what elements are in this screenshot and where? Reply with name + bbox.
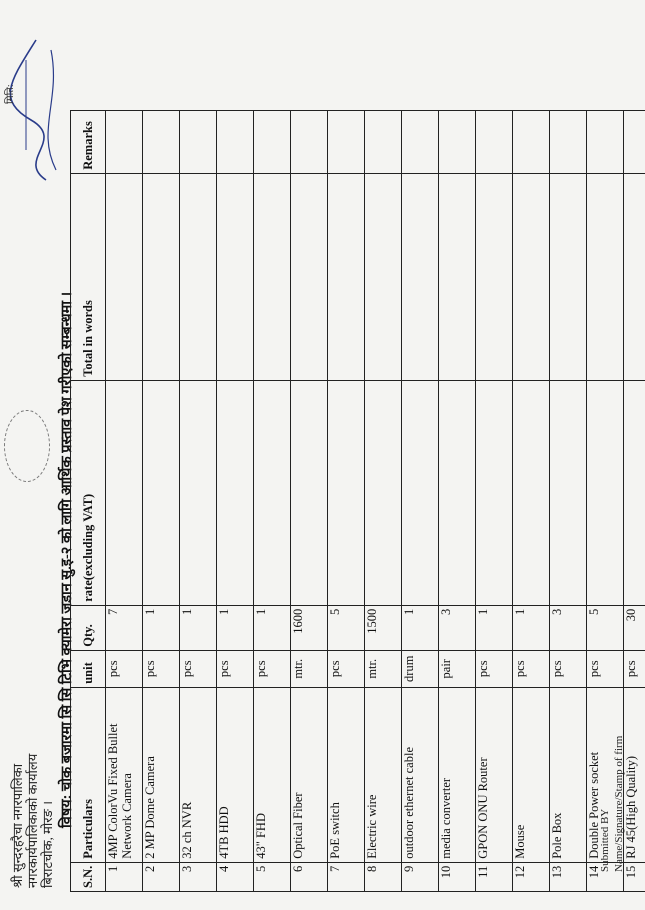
table-header-row bbox=[71, 110, 106, 891]
row-unit: pcs bbox=[143, 650, 180, 687]
column-header-unit: unit bbox=[71, 650, 106, 687]
column-header-total-words: Total in words bbox=[71, 173, 106, 380]
row-total-words bbox=[217, 173, 254, 380]
row-sn: 2 bbox=[143, 862, 180, 891]
row-particular: PoE switch bbox=[328, 687, 365, 862]
office-seal-stamp bbox=[4, 410, 50, 482]
row-remarks bbox=[365, 110, 402, 173]
row-remarks bbox=[587, 110, 624, 173]
table-row bbox=[217, 110, 254, 891]
row-total-words bbox=[476, 173, 513, 380]
row-unit: pcs bbox=[328, 650, 365, 687]
row-remarks bbox=[624, 110, 645, 173]
row-rate bbox=[587, 380, 624, 605]
price-proposal-table bbox=[70, 110, 645, 892]
row-total-words bbox=[106, 173, 143, 380]
letter-header bbox=[10, 754, 55, 888]
table-row bbox=[106, 110, 143, 891]
row-particular: Electric wire bbox=[365, 687, 402, 862]
row-particular: Pole Box bbox=[550, 687, 587, 862]
row-sn: 4 bbox=[217, 862, 254, 891]
row-particular: 4MP ColorVu Fixed Bullet Network Camera bbox=[106, 687, 143, 862]
row-sn: 12 bbox=[513, 862, 550, 891]
row-sn: 5 bbox=[254, 862, 291, 891]
row-qty: 5 bbox=[587, 605, 624, 650]
table-row bbox=[624, 110, 645, 891]
column-header-qty: Qty. bbox=[71, 605, 106, 650]
row-qty: 1 bbox=[476, 605, 513, 650]
table-row bbox=[365, 110, 402, 891]
row-unit: pcs bbox=[180, 650, 217, 687]
row-remarks bbox=[439, 110, 476, 173]
row-qty: 1600 bbox=[291, 605, 328, 650]
row-remarks bbox=[217, 110, 254, 173]
table-row bbox=[476, 110, 513, 891]
row-rate bbox=[402, 380, 439, 605]
table-row bbox=[439, 110, 476, 891]
row-total-words bbox=[402, 173, 439, 380]
row-remarks bbox=[402, 110, 439, 173]
row-qty: 7 bbox=[106, 605, 143, 650]
row-unit: pcs bbox=[513, 650, 550, 687]
row-remarks bbox=[180, 110, 217, 173]
row-sn: 9 bbox=[402, 862, 439, 891]
row-total-words bbox=[365, 173, 402, 380]
row-rate bbox=[217, 380, 254, 605]
row-particular: media converter bbox=[439, 687, 476, 862]
handwritten-signature bbox=[6, 30, 68, 190]
header-line-2: नगरकार्यपालिकाको कार्यालय bbox=[25, 753, 40, 888]
row-sn: 14 bbox=[587, 862, 624, 891]
table-row bbox=[180, 110, 217, 891]
row-sn: 13 bbox=[550, 862, 587, 891]
row-total-words bbox=[180, 173, 217, 380]
row-rate bbox=[180, 380, 217, 605]
row-unit: mtr. bbox=[291, 650, 328, 687]
column-header-sn: S.N. bbox=[71, 862, 106, 891]
row-rate bbox=[143, 380, 180, 605]
row-particular: Optical Fiber bbox=[291, 687, 328, 862]
row-remarks bbox=[143, 110, 180, 173]
row-unit: mtr. bbox=[365, 650, 402, 687]
row-rate bbox=[439, 380, 476, 605]
row-unit: pcs bbox=[217, 650, 254, 687]
row-rate bbox=[513, 380, 550, 605]
row-qty: 1500 bbox=[365, 605, 402, 650]
row-total-words bbox=[328, 173, 365, 380]
column-header-particulars: Particulars bbox=[71, 687, 106, 862]
signature-scribble-icon bbox=[6, 30, 68, 190]
row-total-words bbox=[587, 173, 624, 380]
row-qty: 3 bbox=[550, 605, 587, 650]
row-qty: 3 bbox=[439, 605, 476, 650]
table-row bbox=[513, 110, 550, 891]
row-total-words bbox=[550, 173, 587, 380]
row-remarks bbox=[254, 110, 291, 173]
row-particular: 4TB HDD bbox=[217, 687, 254, 862]
row-total-words bbox=[439, 173, 476, 380]
row-remarks bbox=[476, 110, 513, 173]
row-sn: 10 bbox=[439, 862, 476, 891]
row-sn: 1 bbox=[106, 862, 143, 891]
row-unit: pair bbox=[439, 650, 476, 687]
table-row bbox=[254, 110, 291, 891]
row-unit: pcs bbox=[587, 650, 624, 687]
row-sn: 7 bbox=[328, 862, 365, 891]
row-total-words bbox=[291, 173, 328, 380]
row-rate bbox=[328, 380, 365, 605]
row-unit: pcs bbox=[254, 650, 291, 687]
row-particular: GPON ONU Router bbox=[476, 687, 513, 862]
row-unit: pcs bbox=[106, 650, 143, 687]
submitted-by-label: Submitted BY bbox=[599, 808, 611, 872]
row-total-words bbox=[254, 173, 291, 380]
row-particular: 43" FHD bbox=[254, 687, 291, 862]
header-line-1: श्री सुन्दरहरैचा नगरपालिका bbox=[10, 763, 25, 888]
row-rate bbox=[365, 380, 402, 605]
row-qty: 1 bbox=[513, 605, 550, 650]
table-row bbox=[143, 110, 180, 891]
table-row bbox=[291, 110, 328, 891]
row-sn: 6 bbox=[291, 862, 328, 891]
subject-line: विषय: चोक बजारमा सि सि टिभि क्यामेरा जडान सु.इ-२ को लागि आर्थिक प्रस्ताव पेश गरीएको सम्बन्धमा । bbox=[59, 291, 75, 828]
table-row bbox=[328, 110, 365, 891]
row-sn: 11 bbox=[476, 862, 513, 891]
row-rate bbox=[550, 380, 587, 605]
row-particular: Double Power socket bbox=[587, 687, 624, 862]
row-remarks bbox=[106, 110, 143, 173]
row-particular: outdoor ethernet cable bbox=[402, 687, 439, 862]
row-qty: 1 bbox=[217, 605, 254, 650]
row-particular: RJ 45(High Quality) bbox=[624, 687, 645, 862]
row-total-words bbox=[143, 173, 180, 380]
column-header-rate: rate(excluding VAT) bbox=[71, 380, 106, 605]
row-unit: drum bbox=[402, 650, 439, 687]
submission-footer bbox=[598, 736, 626, 872]
row-sn: 8 bbox=[365, 862, 402, 891]
row-qty: 30 bbox=[624, 605, 645, 650]
table-row bbox=[550, 110, 587, 891]
row-rate bbox=[476, 380, 513, 605]
row-qty: 1 bbox=[254, 605, 291, 650]
table-row bbox=[402, 110, 439, 891]
row-total-words bbox=[624, 173, 645, 380]
header-line-3: बिराटचोक, मोरङ । bbox=[40, 800, 55, 888]
row-particular: Mouse bbox=[513, 687, 550, 862]
row-rate bbox=[624, 380, 645, 605]
row-remarks bbox=[513, 110, 550, 173]
row-qty: 1 bbox=[180, 605, 217, 650]
row-remarks bbox=[328, 110, 365, 173]
name-signature-stamp-label: Name/Signature/Stamp of firm bbox=[613, 735, 625, 872]
row-unit: pcs bbox=[550, 650, 587, 687]
signature-date-label: मिति: bbox=[5, 84, 16, 104]
row-rate bbox=[254, 380, 291, 605]
row-remarks bbox=[291, 110, 328, 173]
row-qty: 1 bbox=[402, 605, 439, 650]
row-remarks bbox=[550, 110, 587, 173]
row-rate bbox=[291, 380, 328, 605]
column-header-remarks: Remarks bbox=[71, 110, 106, 173]
row-sn: 15 bbox=[624, 862, 645, 891]
row-rate bbox=[106, 380, 143, 605]
row-unit: pcs bbox=[624, 650, 645, 687]
row-qty: 5 bbox=[328, 605, 365, 650]
row-particular: 2 MP Dome Camera bbox=[143, 687, 180, 862]
row-particular: 32 ch NVR bbox=[180, 687, 217, 862]
row-sn: 3 bbox=[180, 862, 217, 891]
row-total-words bbox=[513, 173, 550, 380]
row-qty: 1 bbox=[143, 605, 180, 650]
row-unit: pcs bbox=[476, 650, 513, 687]
